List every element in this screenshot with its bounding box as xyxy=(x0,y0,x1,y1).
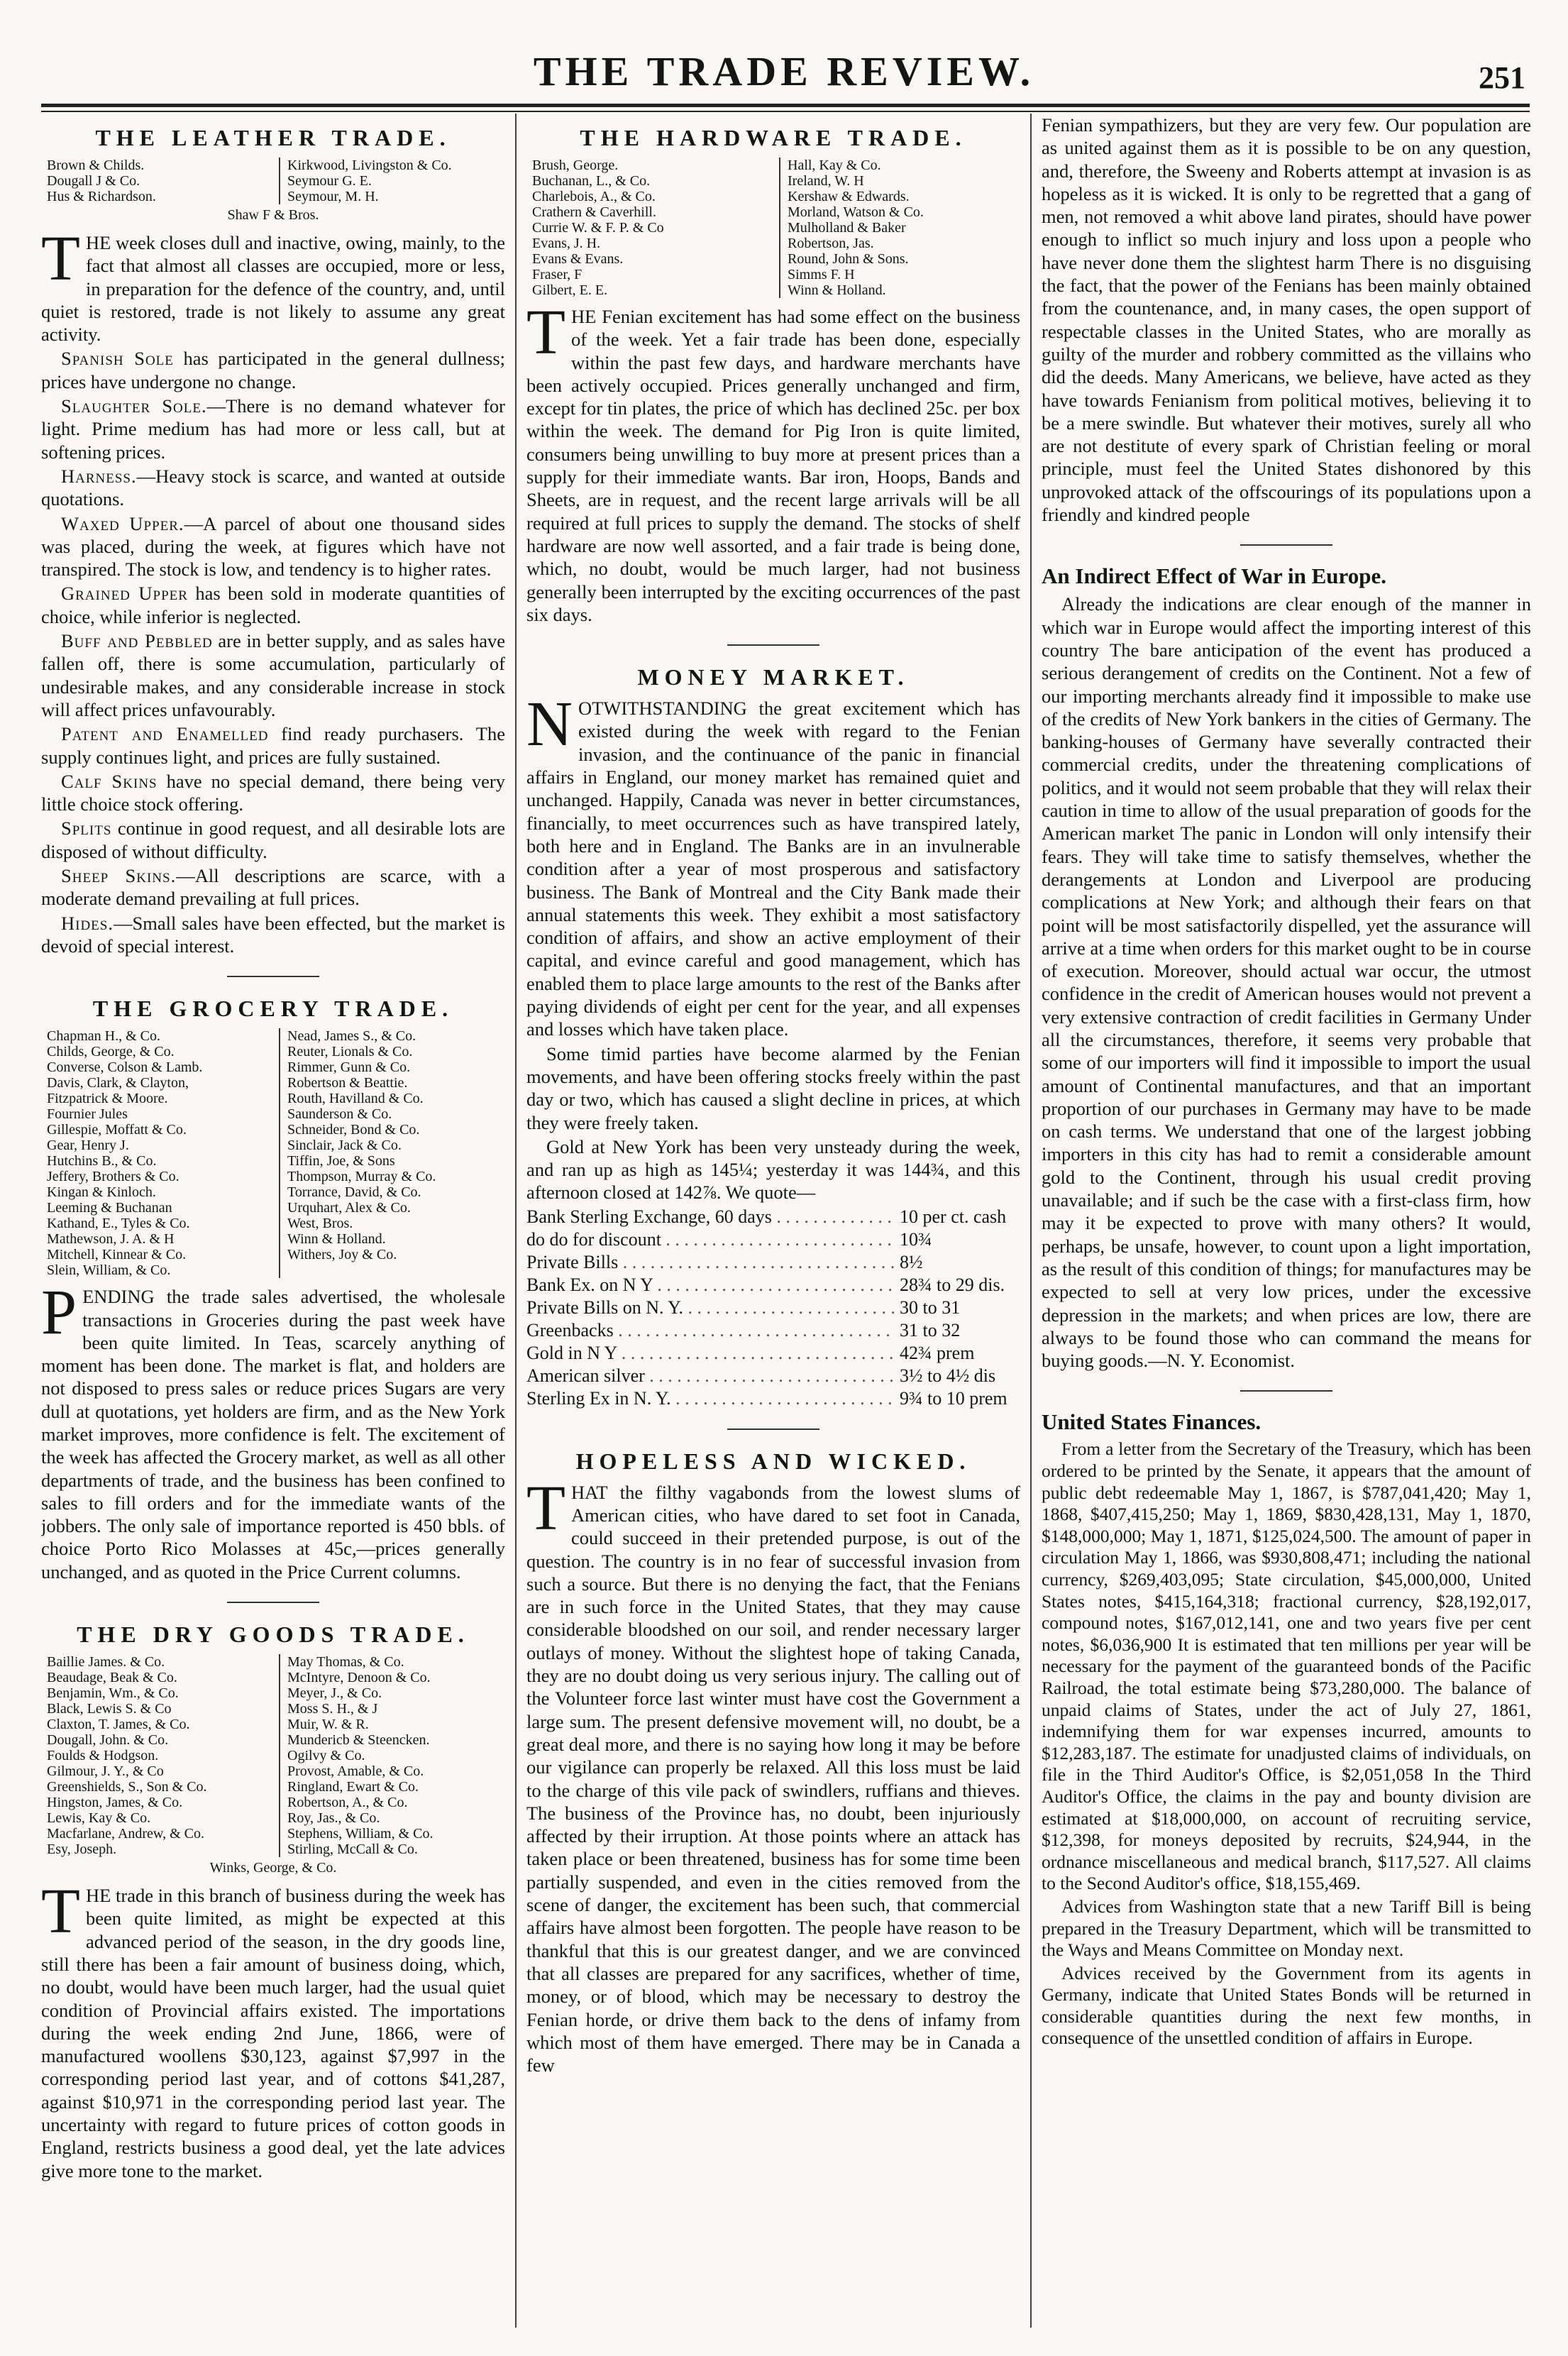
section-divider xyxy=(727,1429,819,1430)
section-divider xyxy=(1240,544,1332,546)
firm-list-left xyxy=(47,1654,267,1857)
quote-label: Bank Ex. on N Y . . . xyxy=(526,1274,894,1297)
column-right xyxy=(1042,114,1531,2335)
hardware-paragraph: THE Fenian excitement has had some effect on the business of the week. Yet a fair trade has been done, especially within the past few days, and hardware merchants have been actively occupied. Prices generally unchanged and firm, except for tin plates, the price of which has declined 25c. per box within the week. The demand for Pig Iron is quite limited, consumers being unwilling to buy more at present prices than a supply for their immediate wants. Bar iron, Hoops, Bands and Sheets, are in request, and the recent large arrivals will be all required at full prices to supply the demand. The stocks of shelf hardware are now well assorted, and a fair trade is being done, which, no doubt, would be much larger, had not business generally been interrupted by the exciting occurrences of the past six days. xyxy=(526,297,1020,625)
firm-name: Leeming & Buchanan xyxy=(47,1200,172,1216)
quote-row xyxy=(526,1387,1020,1410)
quote-row xyxy=(526,1365,1020,1387)
firm-name: McIntyre, Denoon & Co. xyxy=(287,1670,431,1686)
firm-name: Hingston, James, & Co. xyxy=(47,1795,183,1811)
header-rule-thin xyxy=(41,111,1530,112)
quote-label: Greenbacks . . . xyxy=(526,1319,894,1342)
firm-name: Routh, Havilland & Co. xyxy=(287,1091,424,1107)
firm-name: Charlebois, A., & Co. xyxy=(532,189,656,204)
firm-name: Winn & Holland. xyxy=(287,1231,386,1248)
firm-name: Mitchell, Kinnear & Co. xyxy=(47,1247,187,1263)
item-runin-heading: Hides. xyxy=(61,912,114,934)
quote-label: Bank Sterling Exchange, 60 days . . . xyxy=(526,1206,894,1228)
firm-name: Brown & Childs. xyxy=(47,158,145,173)
leather-lead-paragraph: THE week closes dull and inactive, owing, mainly, to the fact that almost all classes are occupied, more or less, in preparation for the defence of the country, and, until quiet is restored, trade is not likely to assume any great activity. xyxy=(41,224,505,346)
section-title-leather: THE LEATHER TRADE. xyxy=(95,125,451,150)
section-title-money: MONEY MARKET. xyxy=(637,664,910,690)
header-rule xyxy=(41,104,1530,107)
us-finances-article xyxy=(1042,1410,1531,2049)
firm-list-right xyxy=(279,1028,499,1278)
market-item: Harness.—Heavy stock is scarce, and wanted at outside quotations. xyxy=(41,465,505,510)
firm-list-left xyxy=(47,1028,267,1278)
drygoods-paragraph: THE trade in this branch of business during the week has been quite limited, as might be expected at this advanced period of the season, in the dry goods line, still there has been a fair amount of business doing, which, no doubt, would have been much larger, had the usual quiet condition of Provincial affairs existed. The importations during the week ending 2nd June, 1866, were of manufactured woollens $30,123, against $7,997 in the corresponding period last year, and of cottons $41,287, against $10,971 in the corresponding period last year. The uncertainty with regard to future prices of cotton goods in England, restricts business a good deal, yet the late advices give more tone to the market. xyxy=(41,1876,505,2181)
firm-name: Baillie James. & Co. xyxy=(47,1654,165,1670)
firm-name: Muir, W. & R. xyxy=(287,1717,369,1733)
market-item: Hides.—Small sales have been effected, but the market is devoid of special interest. xyxy=(41,912,505,957)
finances-paragraph: Advices from Washington state that a new Tariff Bill is being prepared in the Treasury Department, which will be transmitted to the Ways and Means Committee on Monday next. xyxy=(1042,1895,1531,1961)
hopeless-continuation: Fenian sympathizers, but they are very few. Our population are as united against them as it is possible to be on any question, and, therefore, the Sweeny and Roberts attempt at invasion is as hopeless as it is wicked. It is only to be regretted that a gang of men, not removed a whit above land pirates, should have power enough to inflict so much injury and loss upon a people who have never done them the slightest harm There is no disguising the fact, that the power of the Fenians has been mainly obtained from the countenance, and, in many cases, the open support of respectable classes in the United States, who are morally as guilty of the murder and robbery committed as the villains who did the deeds. Many Americans, we believe, have acted as they have towards Fenianism from political motives, believing it to be a mere swindle. But whatever their motives, surely all who are not destitute of every spark of Christian feeling or moral principle, must feel the United States dishonored by this unprovoked attack of the offscourings of its populations upon a friendly and kindred people xyxy=(1042,114,1531,526)
quote-value: 42¾ prem xyxy=(900,1342,975,1363)
firm-name: Winn & Holland. xyxy=(788,282,886,298)
quote-label: do do for discount . . . xyxy=(526,1228,894,1251)
firm-name: Moss S. H., & J xyxy=(287,1701,378,1717)
item-runin-heading: Slaughter Sole. xyxy=(61,395,207,417)
firm-name: Currie W. & F. P. & Co xyxy=(532,220,664,236)
firm-list-drygoods xyxy=(47,1654,499,1857)
firm-name: Sinclair, Jack & Co. xyxy=(287,1138,402,1154)
firm-list-leather xyxy=(47,158,499,204)
firm-name: Gear, Henry J. xyxy=(47,1138,129,1154)
firm-name: Gillespie, Moffatt & Co. xyxy=(47,1122,187,1138)
firm-name: Reuter, Lionals & Co. xyxy=(287,1044,413,1060)
firm-name: Saunderson & Co. xyxy=(287,1106,392,1123)
column-left xyxy=(41,114,505,2335)
quote-value: 8½ xyxy=(900,1251,923,1272)
firm-name: Dougall, John. & Co. xyxy=(47,1732,169,1749)
section-title-drygoods: THE DRY GOODS TRADE. xyxy=(77,1622,470,1648)
item-runin-heading: Calf Skins xyxy=(61,770,158,792)
firm-name: Claxton, T. James, & Co. xyxy=(47,1717,190,1733)
leather-items xyxy=(41,347,505,957)
firm-name: Rimmer, Gunn & Co. xyxy=(287,1059,411,1076)
firm-name: Chapman H., & Co. xyxy=(47,1028,160,1045)
quote-value: 10¾ xyxy=(900,1228,932,1250)
firm-name: Kirkwood, Livingston & Co. xyxy=(287,158,452,173)
firm-name: Round, John & Sons. xyxy=(788,251,909,267)
quote-row xyxy=(526,1274,1020,1297)
firm-name: Converse, Colson & Lamb. xyxy=(47,1059,203,1076)
grocery-paragraph: PENDING the trade sales advertised, the wholesale transactions in Groceries during the past week have been quite limited. In Teas, scarcely anything of moment has been done. The market is flat, and holders are not disposed to press sales or reduce prices Sugars are very dull at quotations, yet holders are firm, and as the New York market improves, more confidence is felt. The excitement of the week has affected the Grocery market, as well as all other departments of trade, and the business has been confined to sales to fill orders and for the immediate wants of the jobbers. The only sale of importance reported is 450 bbls. of choice Porto Rico Molasses at 45c,—prices generally unchanged, and as quoted in the Price Current columns. xyxy=(41,1277,505,1582)
firm-name: Robertson, Jas. xyxy=(788,236,874,251)
money-lead-paragraph: NOTWITHSTANDING the great excitement which has existed during the week with regard to the Fenian invasion, and the continuance of the panic in financial affairs in England, our money market has remained quiet and unchanged. Happily, Canada was never in better circumstances, financially, to meet occurrences such as have transpired lately, both here and in England. The Banks are in an invulnerable condition after a year of most prosperous and satisfactory business. The Bank of Montreal and the City Bank made their annual statements this week. They exhibit a most satisfactory condition of affairs, and show an active employment of their capital, and evince careful and good management, which has enabled them to place large amounts to the rest of the Banks after paying dividends of eight per cent for the year, and all expenses and losses which have taken place. xyxy=(526,689,1020,1040)
firm-name: Thompson, Murray & Co. xyxy=(287,1169,436,1185)
item-runin-heading: Sheep Skins. xyxy=(61,865,177,887)
firm-name: Davis, Clark, & Clayton, xyxy=(47,1075,189,1091)
firm-name: Fournier Jules xyxy=(47,1106,128,1123)
market-item: Calf Skins have no special demand, there being very little choice stock offering. xyxy=(41,770,505,815)
firm-name: Macfarlane, Andrew, & Co. xyxy=(47,1826,204,1842)
war-europe-article xyxy=(1042,564,1531,1372)
section-divider xyxy=(227,976,319,977)
firm-name: Morland, Watson & Co. xyxy=(788,204,924,220)
quote-row xyxy=(526,1319,1020,1342)
firm-list-right xyxy=(279,1654,499,1857)
firm-name: Roy, Jas., & Co. xyxy=(287,1810,380,1827)
market-item: Grained Upper has been sold in moderate quantities of choice, while inferior is neglected. xyxy=(41,583,505,627)
item-runin-heading: Buff and Pebbled xyxy=(61,630,213,652)
item-runin-heading: Patent and Enamelled xyxy=(61,723,269,745)
money-market-article xyxy=(526,664,1020,1410)
firm-name: Esy, Joseph. xyxy=(47,1842,117,1858)
quote-label: Private Bills on N. Y. . . . xyxy=(526,1297,894,1319)
item-runin-heading: Grained Upper xyxy=(61,583,188,605)
firm-name: Hutchins B., & Co. xyxy=(47,1153,157,1169)
market-item: Buff and Pebbled are in better supply, and as sales have fallen off, there is some accumulation, particularly of undesirable makes, and any considerable increase in stock will affect prices unfavourably. xyxy=(41,630,505,720)
firm-name: Hus & Richardson. xyxy=(47,189,156,204)
firm-name: Beaudage, Beak & Co. xyxy=(47,1670,177,1686)
firm-name: Kingan & Kinloch. xyxy=(47,1184,156,1201)
quote-row xyxy=(526,1206,1020,1228)
column-middle xyxy=(526,114,1020,2335)
quote-row xyxy=(526,1297,1020,1319)
market-item: Splits continue in good request, and all desirable lots are disposed of without difficulty. xyxy=(41,818,505,862)
firm-name: Schneider, Bond & Co. xyxy=(287,1122,420,1138)
section-title-hardware: THE HARDWARE TRADE. xyxy=(580,125,967,150)
quote-value: 3½ to 4½ dis xyxy=(900,1365,996,1386)
market-item: Spanish Sole has participated in the general dullness; prices have undergone no change. xyxy=(41,348,505,392)
firm-name: Stephens, William, & Co. xyxy=(287,1826,434,1842)
firm-name: Simms F. H xyxy=(788,267,855,282)
item-runin-heading: Waxed Upper. xyxy=(61,512,184,534)
firm-name: Childs, George, & Co. xyxy=(47,1044,175,1060)
firm-name: Stirling, McCall & Co. xyxy=(287,1842,418,1858)
quote-label: Sterling Ex in N. Y. . . . xyxy=(526,1387,894,1410)
firm-name: Fitzpatrick & Moore. xyxy=(47,1091,168,1107)
firm-name: Mulholland & Baker xyxy=(788,220,906,236)
war-paragraph: Already the indications are clear enough of the manner in which war in Europe would affect the importing interest of this country The bare anticipation of the event has produced a serious derangement of credits on the Continent. Not a few of our importing merchants already find it impossible to make use of the credits of New York bankers in the cities of Germany. The banking-houses of Germany have severally contracted their commercial credits, under the threatening complications of politics, and it would not seem probable that they will relax their caution in time to allow of the usual preparation of goods for the American market The panic in London will only intensify their fears. They will take time to satisfy themselves, whether the derangements at London and Liverpool are producing complications at New York; and although their fears on that point will be most satisfactorily dispelled, yet the assurance will arrive at a time when orders for this market ought to be in course of execution. Moreover, should actual war occur, the utmost confidence in the credit of American houses would not prevent a very extensive contraction of credit facilities in Germany Under all the circumstances, therefore, it seems very probable that some of our importers will find it impossible to import the usual amount of Continental manufactures, and that an important proportion of our purchases in Germany may have to be made on cash terms. We understand that one of the largest jobbing importers in this city has had to remit a considerable amount gold to the Continent, through his usual credit proving unavailable; and if such be the case with a first-class firm, how may it be expected to prove with many others? It would, perhaps, be unsafe, however, to count upon a light importation, as the result of this condition of things; for manufactures may be expected to sell at very low prices, under the excessive depression in the markets; and when prices are low, there are always to be found those who can command the means for buying goods.—N. Y. Economist. xyxy=(1042,593,1531,1372)
firm-name: Evans & Evans. xyxy=(532,251,624,267)
section-title-grocery: THE GR‌OCERY TRADE. xyxy=(92,996,454,1022)
firm-name: Seymour G. E. xyxy=(287,173,372,189)
headline-us-finances: United States Finances. xyxy=(1042,1409,1261,1435)
firm-name: Seymour, M. H. xyxy=(287,189,379,204)
firm-name: Meyer, J., & Co. xyxy=(287,1685,382,1702)
column-divider xyxy=(515,114,517,2328)
quote-row xyxy=(526,1342,1020,1365)
item-runin-heading: Spanish Sole xyxy=(61,348,174,370)
firm-name: Buchanan, L., & Co. xyxy=(532,173,651,189)
firm-name: Gilmour, J. Y., & Co xyxy=(47,1763,164,1780)
section-title-hopeless: HOPELESS AND WICKED. xyxy=(575,1448,971,1474)
firm-name: Dougall J & Co. xyxy=(47,173,140,189)
market-item: Waxed Upper.—A parcel of about one thousand sides was placed, during the week, at figures which have not transpired. The stock is low, and tendency is to higher rates. xyxy=(41,512,505,580)
page-header xyxy=(0,0,1568,106)
column-divider xyxy=(1030,114,1032,2328)
firm-name: Benjamin, Wm., & Co. xyxy=(47,1685,179,1702)
hopeless-wicked-article xyxy=(526,1448,1020,2077)
drygoods-trade-article xyxy=(41,1622,505,2182)
section-divider xyxy=(1240,1390,1332,1392)
leather-trade-article xyxy=(41,125,505,957)
firm-name: May Thomas, & Co. xyxy=(287,1654,404,1670)
firm-name: Ireland, W. H xyxy=(788,173,864,189)
item-runin-heading: Splits xyxy=(61,818,112,840)
firm-list-grocery xyxy=(47,1028,499,1278)
firm-name: Ringland, Ewart & Co. xyxy=(287,1779,419,1795)
quote-row xyxy=(526,1228,1020,1251)
grocery-trade-article xyxy=(41,996,505,1583)
firm-name: Hall, Kay & Co. xyxy=(788,158,881,173)
finances-paragraph: From a letter from the Secretary of the Treasury, which has been ordered to be printed by the Senate, it appears that the amount of public debt redeemable May 1, 1867, is $787,041,420; May 1, 1868, $407,415,250; May 1, 1869, $830,428,131, May 1, 1870, $148,000,000; May 1, 1871, $125,024,500. The amount of paper in circulation May 1, 1866, was $930,808,471; including the national currency, $269,403,095; State circulation, $45,000,000, United States notes, $415,164,318; fractional currency, $28,192,017, compound notes, $167,012,141, one and two years five per cent notes, $6,036,900 It is estimated that ten millions per year will be necessary for the payment of the guaranteed bonds of the Pacific Railroad, the total estimate being $73,280,000. The balance of unpaid claims of States, under the act of July 27, 1861, indemnifying them for war expenses incurred, amounts to $12,283,187. The estimate for unadjusted claims of individuals, on file in the Third Auditor's Office, is $2,051,058 In the Third Auditor's Office, the claims in the pay and bounty division are estimated at $18,000,000, on account of recruiting service, $12,398, for moneys deposited by recruits, $24,944, in the ordnance miscellaneous and medical branch, $117,527. All claims to the Second Auditor's office, $18,155,469. xyxy=(1042,1438,1531,1894)
hardware-trade-article xyxy=(526,125,1020,626)
market-item: Slaughter Sole.—There is no demand whatever for light. Prime medium has had more or less call, but at softening prices. xyxy=(41,395,505,463)
quote-value: 30 to 31 xyxy=(900,1297,961,1318)
firm-name: West, Bros. xyxy=(287,1216,353,1232)
money-paragraph: Gold at New York has been very unsteady during the week, and ran up as high as 145¼; yesterday it was 144¾, and this afternoon closed at 142⅞. We quote— xyxy=(526,1135,1020,1204)
quote-label: American silver . . . xyxy=(526,1365,894,1387)
quote-value: 31 to 32 xyxy=(900,1319,961,1341)
quote-value: 9¾ to 10 prem xyxy=(900,1387,1007,1409)
quote-row xyxy=(526,1251,1020,1274)
firm-list-left xyxy=(47,158,267,204)
firm-name: Jeffery, Brothers & Co. xyxy=(47,1169,180,1185)
firm-list-left xyxy=(532,158,768,298)
firm-name: Provost, Amable, & Co. xyxy=(287,1763,424,1780)
market-item: Patent and Enamelled find ready purchasers. The supply continues light, and prices are fully sustained. xyxy=(41,723,505,768)
firm-name: Brush, George. xyxy=(532,158,619,173)
firm-name: Mundericb & Steencken. xyxy=(287,1732,430,1749)
firm-name: Lewis, Kay & Co. xyxy=(47,1810,151,1827)
firm-name: Kershaw & Edwards. xyxy=(788,189,910,204)
section-divider xyxy=(727,644,819,646)
firm-list-right xyxy=(279,158,499,204)
firm-name: Gilbert, E. E. xyxy=(532,282,608,298)
firm-name: Urquhart, Alex & Co. xyxy=(287,1200,411,1216)
firm-list-hardware xyxy=(532,158,1015,298)
quote-value: 28¾ to 29 dis. xyxy=(900,1274,1005,1295)
firm-list-last: Shaw F & Bros. xyxy=(227,207,319,223)
headline-war-europe: An Indirect Effect of War in Europe. xyxy=(1042,563,1386,589)
firm-name: Ogilvy & Co. xyxy=(287,1748,365,1764)
firm-list-last: Winks, George, & Co. xyxy=(209,1860,337,1876)
quote-value: 10 per ct. cash xyxy=(900,1206,1007,1227)
quote-label: Private Bills . . . xyxy=(526,1251,894,1274)
money-paragraph: Some timid parties have become alarmed by the Fenian movements, and have been offering stocks freely within the past day or two, which has caused a slight decline in prices, at which they were freely taken. xyxy=(526,1042,1020,1133)
section-divider xyxy=(227,1602,319,1603)
firm-name: Black, Lewis S. & Co xyxy=(47,1701,172,1717)
quote-label: Gold in N Y . . . xyxy=(526,1342,894,1365)
firm-name: Withers, Joy & Co. xyxy=(287,1247,397,1263)
firm-name: Slein, William, & Co. xyxy=(47,1262,171,1279)
firm-name: Nead, James S., & Co. xyxy=(287,1028,416,1045)
firm-name: Tiffin, Joe, & Sons xyxy=(287,1153,395,1169)
firm-name: Kathand, E., Tyles & Co. xyxy=(47,1216,190,1232)
running-title: THE TRADE REVIEW. xyxy=(533,48,1035,94)
money-quotes-table xyxy=(526,1206,1020,1410)
item-runin-heading: Harness. xyxy=(61,465,137,487)
firm-name: Mathewson, J. A. & H xyxy=(47,1231,175,1248)
firm-name: Robertson & Beattie. xyxy=(287,1075,408,1091)
hopeless-paragraph: THAT the filthy vagabonds from the lowest slums of American cities, who have dared to set foot in Canada, could succeed in their pretended purpose, is out of the question. The country is in no fear of successful invasion from such a source. But there is no denying the fact, that the Fenians are in such force in the United States, that they may cause considerable bloodshed on our soil, and render necessary larger outlays of money. Without the slightest hope of taking Canada, they are no doubt doing us very serious injury. The calling out of the Volunteer force last winter must have cost the Government a large sum. The present defensive movement will, no doubt, be a great deal more, and there is no saying how long it may be before our vigilance can properly be relaxed. All this loss must be laid to the charge of this vile pack of swindlers, ruffians and thieves. The business of the Province has, no doubt, been injuriously affected by their irruption. At those points where an attack has taken place or been threatened, business has for some time been partially suspended, and even in the cities removed from the scene of danger, the excitement has been such, that commercial affairs have almost been forgotten. The people have reason to be thankful that this is our greatest danger, and we are convinced that all classes are prepared for any sacrifices, whether of time, money, or of blood, which may be necessary to destroy the Fenian horde, or drive them back to the dens of infamy from which most of them have emerged. There may be in Canada a few xyxy=(526,1472,1020,2076)
market-item: Sheep Skins.—All descriptions are scarce, with a moderate demand prevailing at full prices. xyxy=(41,865,505,910)
firm-name: Greenshields, S., Son & Co. xyxy=(47,1779,207,1795)
firm-name: Fraser, F xyxy=(532,267,583,282)
firm-name: Crathern & Caverhill. xyxy=(532,204,656,220)
firm-list-right xyxy=(779,158,1015,298)
page-number: 251 xyxy=(1479,60,1525,95)
firm-name: Torrance, David, & Co. xyxy=(287,1184,421,1201)
firm-name: Foulds & Hodgson. xyxy=(47,1748,159,1764)
firm-name: Evans, J. H. xyxy=(532,236,601,251)
firm-name: Robertson, A., & Co. xyxy=(287,1795,408,1811)
finances-paragraph: Advices received by the Government from its agents in Germany, indicate that United States Bonds will be returned in considerable quantities during the next few months, in consequence of the unsettled condition of affairs in Europe. xyxy=(1042,1962,1531,2049)
